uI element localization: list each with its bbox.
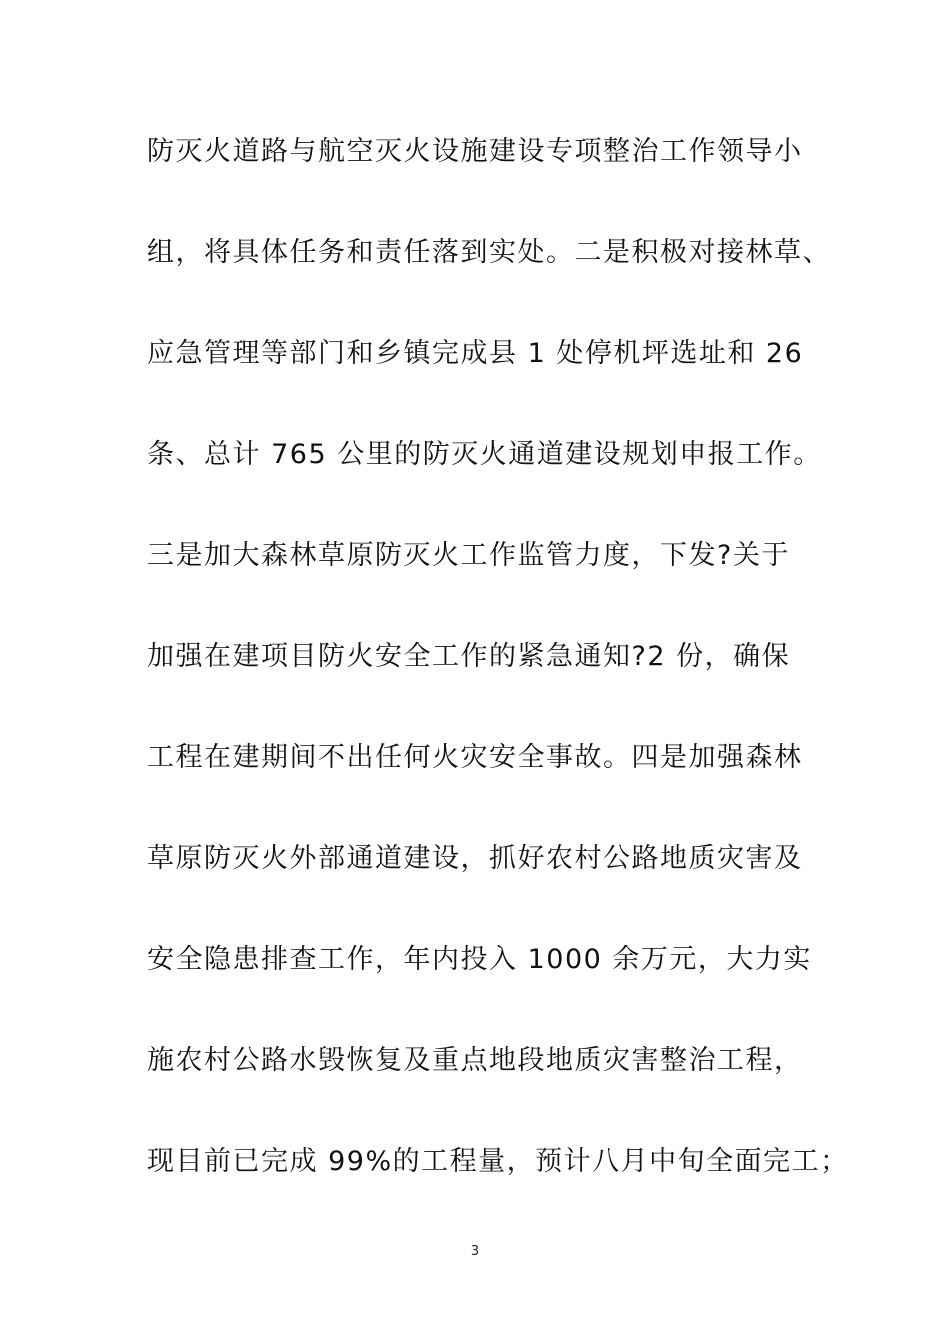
text-line-11: 现目前已完成 99%的工程量，预计八月中旬全面完工； <box>147 1146 849 1177</box>
text-line-10: 施农村公路水毁恢复及重点地段地质灾害整治工程， <box>147 1045 803 1076</box>
text-line-9: 安全隐患排查工作，年内投入 1000 余万元，大力实 <box>147 944 812 975</box>
page-number: 3 <box>470 1244 480 1259</box>
text-line-7: 工程在建期间不出任何火灾安全事故。四是加强森林 <box>147 742 803 773</box>
text-line-5: 三是加大森林草原防灭火工作监管力度，下发?关于 <box>147 540 790 571</box>
text-line-4: 条、总计 765 公里的防灭火通道建设规划申报工作。 <box>147 439 822 470</box>
text-line-2: 组，将具体任务和责任落到实处。二是积极对接林草、 <box>147 237 831 268</box>
body-text <box>147 125 847 1236</box>
text-line-1: 防灭火道路与航空灭火设施建设专项整治工作领导小 <box>147 136 803 167</box>
text-line-8: 草原防灭火外部通道建设，抓好农村公路地质灾害及 <box>147 843 803 874</box>
text-line-3: 应急管理等部门和乡镇完成县 1 处停机坪选址和 26 <box>147 338 804 369</box>
text-line-6: 加强在建项目防火安全工作的紧急通知?2 份，确保 <box>147 641 791 672</box>
